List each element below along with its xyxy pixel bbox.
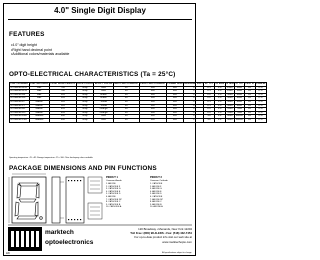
table-cell: 700 (50, 86, 77, 90)
segment-b (36, 184, 39, 198)
table-cell: C.A. (255, 93, 266, 97)
pin-item: 10. ANODE A (150, 206, 163, 209)
table-cell: C.C. (255, 90, 266, 94)
phone-fax: Toll Free: (800) 98-4LEDS • Fax: (518) 432-7454 (130, 231, 192, 236)
opto-notes: Operating temperature: -25~+85. Storage temperature: -25~+100. Other face/epoxy colors available. (9, 157, 94, 159)
column-header: CONFIG (256, 82, 266, 85)
table-cell: 30 (113, 100, 139, 104)
address: 120 Broadway • Menands, New York 12204 (138, 227, 192, 231)
table-cell: 2.8 (214, 97, 225, 101)
table-cell: 30 (113, 111, 139, 115)
table-cell: 5 (184, 115, 204, 119)
column-header: POWER DISS (167, 82, 183, 85)
table-cell: 565 (50, 97, 77, 101)
table-cell: 635 (50, 108, 77, 112)
table-cell: 100 (139, 115, 166, 119)
table-cell: 120 (166, 111, 183, 115)
table-cell: 30 (113, 93, 139, 97)
table-cell: 3000 (227, 93, 233, 96)
table-cell: 100 (139, 111, 166, 115)
table-cell: 100 (139, 118, 166, 122)
table-cell: 7000 (235, 108, 245, 112)
column-header: VF MAX (215, 82, 225, 85)
table-cell: 30 (113, 108, 139, 112)
pin-item: 2. ANODE F (150, 185, 162, 188)
table-cell: 2.2 (204, 97, 214, 101)
segment-d (17, 216, 37, 219)
pin-item: 5. ANODE D (150, 193, 162, 196)
pin-item: 7. CATHODE DP (106, 198, 122, 201)
table-cell: 635 (50, 111, 77, 115)
pin-item: 8. ANODE C (150, 201, 162, 204)
table-cell: 5 (184, 90, 204, 94)
pin-item: 5. CATHODE D (106, 193, 121, 196)
table-cell: MTN4140-CY (10, 104, 30, 108)
segment-f (17, 184, 21, 198)
table-cell: 5000 (235, 86, 245, 90)
pin-item: 1. CATHODE (150, 183, 163, 185)
table-cell: C.C. (255, 97, 266, 101)
table-cell: 6000 (235, 100, 245, 104)
pin-item: 3. CATHODE G (106, 188, 121, 191)
segment-a (19, 183, 38, 186)
table-cell: 12000 (236, 118, 243, 121)
table-cell: Orange (94, 111, 114, 115)
column-header: PEAK FWD CURRENT (140, 82, 166, 85)
table-cell: 2.8 (214, 90, 225, 94)
table-cell: Yellow (94, 100, 114, 104)
pin-item: 6. CATHODE (150, 195, 163, 198)
table-cell: 2.4 (214, 115, 225, 119)
table-cell: 100 (139, 108, 166, 112)
package-heading: PACKAGE DIMENSIONS AND PIN FUNCTIONS (9, 165, 157, 172)
table-cell: 30 (113, 97, 139, 101)
pin-item: 1. ANODE (106, 183, 116, 185)
pin-item: 2. CATHODE F (106, 185, 121, 188)
table-cell: GaAlAs (29, 115, 50, 119)
pin-item: 4. ANODE E (150, 190, 162, 193)
segment-g (19, 199, 36, 202)
pinout1-title: PINOUT 1 (106, 176, 118, 179)
table-cell: Gray (76, 100, 94, 104)
table-cell: C.A. (255, 115, 266, 119)
column-header: PART NUMBER (10, 82, 28, 85)
table-cell: 100 (139, 100, 166, 104)
table-cell: 100 (139, 97, 166, 101)
table-cell: 20 (244, 100, 255, 104)
table-cell: 2.1 (204, 100, 214, 104)
table-cell: MTN4140-AO (10, 108, 30, 112)
table-cell: MTN4140-ASR (10, 115, 30, 119)
table-cell: Red (94, 90, 114, 94)
feature-item: • Additional colors/materials available (11, 52, 69, 57)
table-cell: 20 (244, 111, 255, 115)
table-cell: 1.8 (204, 115, 214, 119)
pin-item: 6. ANODE (106, 195, 116, 198)
brand-name: marktech (45, 229, 74, 236)
table-cell: 6000 (235, 93, 245, 97)
table-cell: 5 (184, 104, 204, 108)
pin-item: 10. CATHODE A (106, 206, 122, 209)
table-cell: 2.0 (204, 108, 214, 112)
table-cell: GaP (29, 90, 50, 94)
table-cell: Gray (76, 118, 94, 122)
table-cell: MTN4140-CSR (10, 118, 30, 122)
table-cell: 3500 (227, 107, 233, 111)
pin-row-bottom (68, 219, 81, 220)
contact-block (120, 227, 192, 244)
pinout2-list (150, 183, 163, 209)
table-cell: 30 (113, 86, 139, 90)
table-cell: 585 (50, 104, 77, 108)
table-cell: 20 (244, 108, 255, 112)
table-cell: 30 (113, 90, 139, 94)
table-cell: GaAsP (29, 104, 50, 108)
column-header: VF TYP (204, 82, 214, 85)
table-cell: 120 (166, 93, 183, 97)
pin-item: 7. ANODE DP (150, 198, 164, 201)
table-cell: 2.0 (204, 111, 214, 115)
table-cell: GaAsP (29, 111, 50, 115)
table-cell: 2.1 (204, 86, 214, 90)
table-cell: Orange (94, 108, 114, 112)
table-cell: MTN4140-CHR (10, 90, 30, 94)
table-cell: GaP (29, 97, 50, 101)
column-header: IV MIN (226, 82, 234, 85)
table-cell: 660 (50, 115, 77, 119)
table-cell: 20 (244, 90, 255, 94)
brand-tagline: optoelectronics (45, 239, 94, 246)
table-cell: 120 (166, 118, 183, 122)
table-cell: 2500 (227, 86, 233, 89)
table-cell: 5 (184, 100, 204, 104)
table-cell: 6000 (235, 97, 245, 101)
table-cell: 3000 (227, 100, 233, 103)
table-cell: C.A. (255, 86, 266, 90)
table-cell: MTN4140-AY (10, 100, 30, 104)
table-cell: GaAsP (29, 108, 50, 112)
table-cell: 2.1 (204, 90, 214, 94)
table-cell: Green (94, 93, 114, 97)
table-cell: MTN4140-AG (10, 93, 30, 97)
table-cell: 20 (244, 97, 255, 101)
table-cell: 1.8 (204, 118, 214, 122)
table-cell: Gray (76, 111, 94, 115)
pinout2-subtitle: Common Cathode (150, 179, 168, 182)
digit-segments (15, 183, 39, 219)
side-view (52, 177, 60, 223)
table-cell: 2.8 (214, 111, 225, 115)
table-cell: Gray (76, 93, 94, 97)
table-cell: 2.8 (214, 86, 225, 90)
website-note: For up-to-date product info visit our web site at www.marktechopto.com (134, 235, 192, 244)
table-cell: GaP (29, 86, 50, 90)
pin-item: 9. CATHODE B (106, 203, 121, 206)
table-cell: 30 (113, 118, 139, 122)
table-cell: 5 (184, 108, 204, 112)
table-cell: 6000 (227, 114, 233, 118)
table-cell: Red (94, 118, 114, 122)
table-cell: 700 (50, 90, 77, 94)
table-cell: 120 (166, 104, 183, 108)
table-cell: 5 (184, 86, 204, 90)
table-cell: 3500 (227, 111, 233, 114)
table-cell: Gray (76, 115, 94, 119)
column-header: PEAK WAVE LENGTH (50, 82, 76, 85)
table-cell: 120 (166, 100, 183, 104)
table-cell: 3000 (227, 96, 233, 100)
table-cell: 20 (244, 115, 255, 119)
opto-heading: OPTO-ELECTRICAL CHARACTERISTICS (Ta = 25°C) (9, 71, 176, 78)
table-cell: 7000 (235, 111, 245, 115)
table-cell: 120 (166, 115, 183, 119)
table-cell: 2.8 (214, 104, 225, 108)
table-cell: Gray (76, 86, 94, 90)
feature-item: • Right hand decimal point (11, 48, 69, 53)
table-cell: 3000 (227, 104, 233, 107)
table-cell: 2.1 (204, 104, 214, 108)
table-cell: 585 (50, 100, 77, 104)
table-cell: 100 (139, 86, 166, 90)
segment-e (15, 202, 19, 216)
table-cell: C.C. (255, 118, 266, 122)
pin-item: 4. CATHODE E (106, 190, 121, 193)
table-cell: 120 (166, 97, 183, 101)
column-header: REVERSE VOLT (184, 82, 203, 85)
column-header: TEST IF (245, 82, 255, 85)
pin-item: 3. ANODE G (150, 188, 162, 191)
pin-row-top (68, 180, 81, 181)
table-cell: Gray (76, 90, 94, 94)
table-cell: 120 (166, 90, 183, 94)
marktech-logo (8, 227, 42, 251)
table-cell: 20 (244, 93, 255, 97)
pin-view (66, 177, 84, 223)
pin-item: 8. CATHODE C (106, 201, 121, 204)
table-cell: GaAlAs (29, 118, 50, 122)
column-header: EPOXY COLOR (94, 82, 113, 85)
table-cell: MTN4140-CG (10, 97, 30, 101)
table-cell: 2.4 (214, 118, 225, 122)
column-header: CHIP MATERIAL (30, 82, 49, 85)
table-cell: MTN4140-AHR (10, 86, 30, 90)
pinout1-subtitle: Common Anode (106, 179, 122, 182)
table-cell: Gray (76, 108, 94, 112)
pinout1-list (106, 183, 122, 209)
table-cell: 30 (113, 104, 139, 108)
page-number: 220 (6, 253, 10, 255)
table-cell: Yellow (94, 104, 114, 108)
table-cell: GaP (29, 93, 50, 97)
table-cell: 12000 (236, 114, 243, 118)
table-cell: 2.2 (204, 93, 214, 97)
features-heading: FEATURES (9, 31, 45, 38)
column-header: FACE COLOR (77, 82, 93, 85)
table-cell: 20 (244, 118, 255, 122)
table-cell: 6000 (235, 104, 245, 108)
table-cell: C.A. (255, 100, 266, 104)
table-cell: Red (94, 115, 114, 119)
table-cell: C.C. (255, 104, 266, 108)
table-cell: 660 (50, 118, 77, 122)
column-header: IV TYP (235, 82, 244, 85)
table-cell: 5 (184, 111, 204, 115)
table-cell: GaAsP (29, 100, 50, 104)
feature-item: • 4.0" digit height (11, 43, 69, 48)
table-cell: 100 (139, 93, 166, 97)
table-cell: Gray (76, 97, 94, 101)
spec-note: All specifications subject to change. (162, 252, 192, 254)
table-cell: 30 (113, 115, 139, 119)
table-cell: 100 (139, 104, 166, 108)
table-cell: C.C. (255, 111, 266, 115)
table-cell: 5 (184, 93, 204, 97)
table-cell: 2.8 (214, 93, 225, 97)
table-cell: 120 (166, 108, 183, 112)
table-cell: Gray (76, 104, 94, 108)
table-cell: 2.8 (214, 100, 225, 104)
table-cell: Red (94, 86, 114, 90)
table-cell: 2500 (227, 89, 233, 93)
table-cell: 6000 (227, 118, 233, 121)
table-cell: MTN4140-CO (10, 111, 30, 115)
table-cell: 5 (184, 118, 204, 122)
table-cell: 2.8 (214, 108, 225, 112)
table-cell: 100 (139, 90, 166, 94)
page-title: 4.0" Single Digit Display (54, 6, 146, 15)
segment-c (35, 202, 38, 216)
table-cell: 20 (244, 104, 255, 108)
table-cell: 120 (166, 86, 183, 90)
table-cell: 20 (244, 86, 255, 90)
table-cell: Green (94, 97, 114, 101)
table-cell: C.A. (255, 108, 266, 112)
table-cell: 5 (184, 97, 204, 101)
table-cell: 565 (50, 93, 77, 97)
table-cell: 5000 (235, 90, 245, 94)
decimal-point (40, 217, 43, 220)
column-header: MAX FWD CURRENT (114, 82, 139, 85)
pinout2-title: PINOUT 2 (150, 176, 162, 179)
pin-item: 9. ANODE B (150, 203, 162, 206)
